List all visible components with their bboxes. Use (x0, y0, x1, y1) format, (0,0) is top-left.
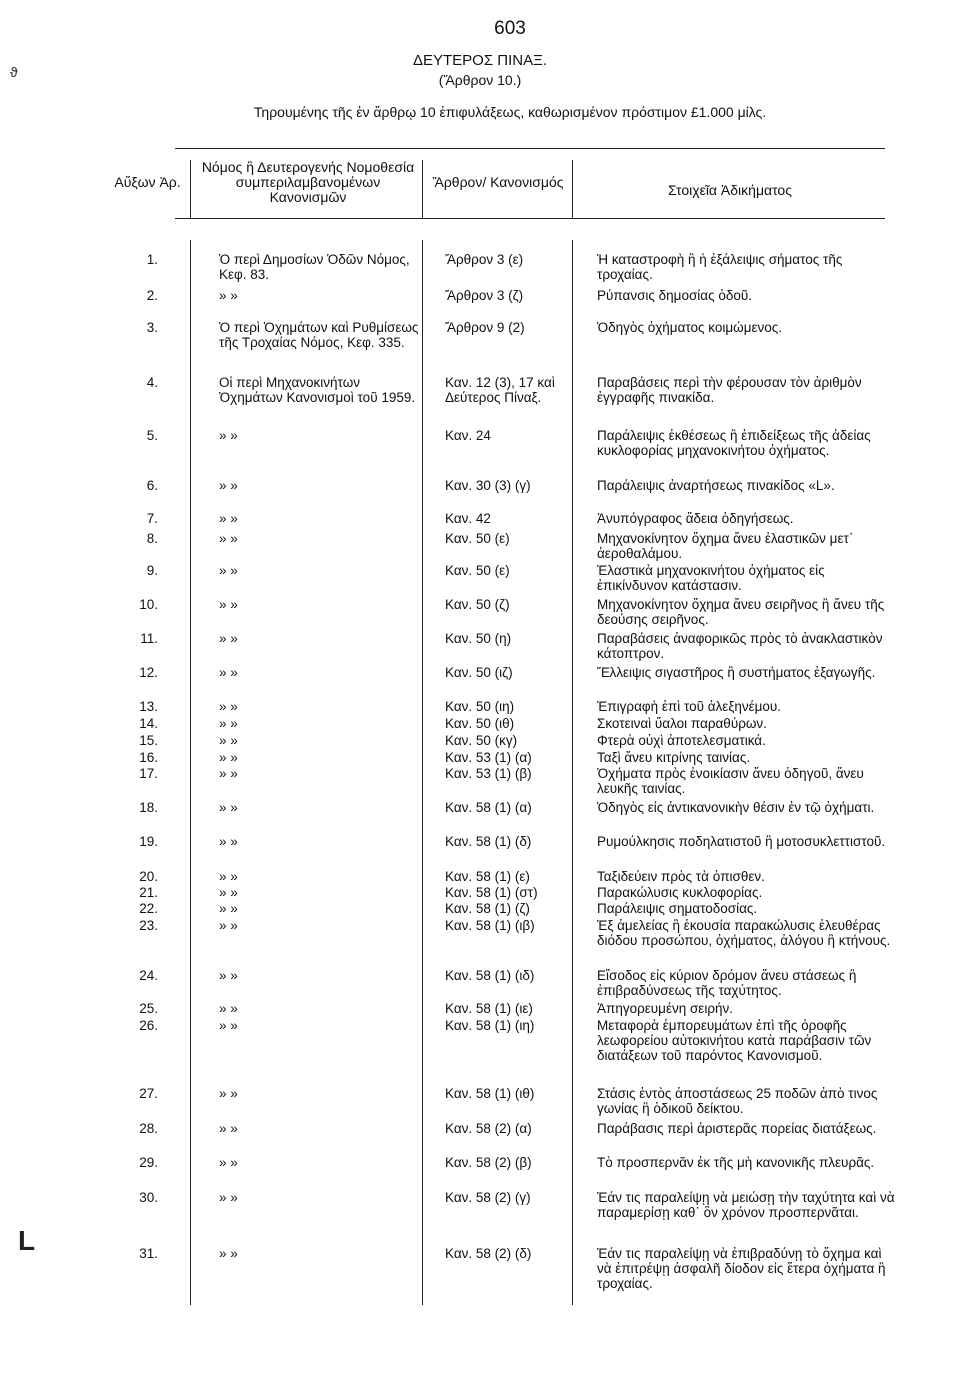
row-number: 1. (146, 252, 158, 267)
row-law: » » (219, 288, 238, 303)
row-number: 28. (139, 1121, 158, 1136)
row-number: 15. (139, 733, 158, 748)
row-article: Καν. 12 (3), 17 καὶ Δεύτερος Πίναξ. (445, 375, 555, 405)
row-number: 18. (139, 800, 158, 815)
row-article: Καν. 58 (1) (ζ) (445, 901, 530, 916)
header-bottom-rule (175, 218, 885, 219)
row-article: Καν. 58 (2) (α) (445, 1121, 532, 1136)
row-law: » » (219, 869, 238, 884)
row-law: » » (219, 968, 238, 983)
row-article: Καν. 58 (1) (ιβ) (445, 918, 535, 933)
row-law: » » (219, 834, 238, 849)
row-details: Ταξὶ ἄνευ κιτρίνης ταινίας. (597, 750, 751, 765)
row-details: Ρύπανσις δημοσίας ὁδοῦ. (597, 288, 753, 303)
row-details: Ὁδηγὸς ὀχήματος κοιμώμενος. (597, 320, 783, 335)
row-article: Καν. 30 (3) (γ) (445, 478, 531, 493)
row-number: 31. (139, 1246, 158, 1261)
header-number: Αὔξων Ἀρ. (114, 174, 181, 190)
row-number: 14. (139, 716, 158, 731)
row-details: Ὀχήματα πρὸς ἐνοικίασιν ἄνευ ὁδηγοῦ, ἄνευ λευκῆς ταινίας. (597, 766, 864, 796)
row-law: » » (219, 1155, 238, 1170)
row-details: Σκοτειναὶ ὕαλοι παραθύρων. (597, 716, 767, 731)
margin-mark: L (18, 1225, 36, 1256)
row-number: 5. (146, 428, 158, 443)
row-article: Ἄρθρον 3 (ζ) (445, 288, 524, 303)
row-law: » » (219, 716, 238, 731)
row-law: » » (219, 766, 238, 781)
row-details: Ἀπηγορευμένη σειρήν. (597, 1001, 734, 1016)
row-number: 3. (146, 320, 158, 335)
body-divider (190, 240, 191, 1305)
row-law: » » (219, 918, 238, 933)
row-law: » » (219, 733, 238, 748)
row-details: Ἡ καταστροφὴ ἢ ἡ ἐξάλειψις σήματος τῆς τροχαίας. (597, 252, 843, 282)
row-law: » » (219, 428, 238, 443)
row-article: Καν. 50 (ιθ) (445, 716, 515, 731)
row-article: Καν. 58 (1) (α) (445, 800, 532, 815)
page-number: 603 (494, 18, 526, 39)
row-law: » » (219, 478, 238, 493)
row-details: Μηχανοκίνητον ὄχημα ἄνευ ἐλαστικῶν μετ᾽ ἀεροθαλάμου. (597, 531, 854, 561)
row-number: 8. (146, 531, 158, 546)
row-details: Τὸ προσπερνᾶν ἐκ τῆς μὴ κανονικῆς πλευρᾶς. (597, 1155, 875, 1170)
row-details: Ἐπιγραφὴ ἐπὶ τοῦ ἀλεξηνέμου. (597, 699, 782, 714)
row-article: Καν. 50 (κγ) (445, 733, 518, 748)
row-article: Καν. 50 (ιζ) (445, 665, 513, 680)
table-subtitle: (Ἄρθρον 10.) (438, 72, 522, 88)
row-article: Καν. 58 (1) (ιη) (445, 1018, 535, 1033)
row-number: 2. (146, 288, 158, 303)
row-details: Παράλειψις σηματοδοσίας. (597, 901, 758, 916)
row-details: Ὁδηγὸς εἰς ἀντικανονικὴν θέσιν ἐν τῷ ὀχήματι. (597, 800, 875, 815)
row-number: 10. (139, 597, 158, 612)
row-number: 6. (146, 478, 158, 493)
row-article: Καν. 58 (1) (ιθ) (445, 1086, 535, 1101)
row-number: 29. (139, 1155, 158, 1170)
row-number: 26. (139, 1018, 158, 1033)
row-article: Καν. 58 (2) (γ) (445, 1190, 531, 1205)
table-title: ΔΕΥΤΕΡΟΣ ΠΙΝΑΞ. (412, 52, 548, 69)
row-number: 13. (139, 699, 158, 714)
row-law: Οἱ περὶ Μηχανοκινήτων Ὀχημάτων Κανονισμοὶ τοῦ 1959. (219, 375, 416, 405)
row-law: » » (219, 1246, 238, 1261)
row-article: Καν. 58 (1) (ιδ) (445, 968, 535, 983)
row-law: » » (219, 597, 238, 612)
row-article: Καν. 50 (ε) (445, 563, 510, 578)
row-article: Καν. 50 (ζ) (445, 597, 510, 612)
row-details: Ταξιδεύειν πρὸς τὰ ὀπισθεν. (597, 869, 765, 884)
header-top-rule (175, 148, 885, 149)
row-number: 30. (139, 1190, 158, 1205)
row-article: Καν. 58 (2) (β) (445, 1155, 532, 1170)
row-number: 16. (139, 750, 158, 765)
row-article: Καν. 53 (1) (β) (445, 766, 532, 781)
row-number: 25. (139, 1001, 158, 1016)
row-details: Παράλειψις ἀναρτήσεως πινακίδος «L». (597, 478, 835, 493)
table-caption: Τηρουμένης τῆς ἐν ἄρθρῳ 10 ἐπιφυλάξεως, καθωρισμένον πρόστιμον £1.000 μίλς. (253, 104, 767, 120)
row-law: » » (219, 800, 238, 815)
row-details: Μηχανοκίνητον ὄχημα ἄνευ σειρῆνος ἢ ἄνευ τῆς δεούσης σειρῆνος. (597, 597, 885, 627)
row-number: 11. (140, 631, 158, 646)
header-details: Στοιχεῖα Ἀδικήματος (668, 182, 792, 198)
row-article: Καν. 50 (ε) (445, 531, 510, 546)
row-law: » » (219, 750, 238, 765)
row-article: Καν. 58 (1) (ιε) (445, 1001, 533, 1016)
row-details: Εἴσοδος εἰς κύριον δρόμον ἄνευ στάσεως ἢ ἐπιβραδύνσεως τῆς ταχύτητος. (597, 968, 857, 998)
header-divider (422, 160, 423, 218)
row-number: 9. (146, 563, 158, 578)
row-article: Καν. 58 (1) (ε) (445, 869, 530, 884)
row-details: Παράβασις περὶ ἀριστερᾶς πορείας διατάξεως. (597, 1121, 877, 1136)
row-number: 20. (139, 869, 158, 884)
row-law: » » (219, 665, 238, 680)
row-number: 12. (139, 665, 158, 680)
row-details: Ἐάν τις παραλείψῃ νὰ ἐπιβραδύνῃ τὸ ὄχημα καὶ νὰ ἐπιτρέψῃ ἀσφαλῆ δίοδον εἰς ἕτερα ὀχήματα ἢ τροχαίας. (597, 1246, 886, 1291)
row-article: Ἄρθρον 9 (2) (445, 320, 525, 335)
row-article: Καν. 53 (1) (α) (445, 750, 532, 765)
row-details: Ἀνυπόγραφος ἄδεια ὁδηγήσεως. (597, 511, 794, 526)
row-number: 4. (146, 375, 158, 390)
row-number: 27. (139, 1086, 158, 1101)
row-law: » » (219, 1001, 238, 1016)
row-article: Καν. 50 (ιη) (445, 699, 515, 714)
row-details: Μεταφορὰ ἐμπορευμάτων ἐπὶ τῆς ὀροφῆς λεωφορείου αὐτοκινήτου κατὰ παράβασιν τῶν διατάξεων τοῦ παρόντος Κανονισμοῦ. (597, 1018, 872, 1063)
row-number: 17. (139, 766, 158, 781)
row-article: Καν. 58 (1) (στ) (445, 885, 538, 900)
row-number: 19. (139, 834, 158, 849)
row-details: Παραβάσεις περὶ τὴν φέρουσαν τὸν ἀριθμὸν ἐγγραφῆς πινακίδα. (597, 375, 862, 405)
row-law: » » (219, 1121, 238, 1136)
header-divider (572, 160, 573, 218)
row-law: » » (219, 511, 238, 526)
row-details: Παραβάσεις ἀναφορικῶς πρὸς τὸ ἀνακλαστικὸν κάτοπτρον. (597, 631, 883, 661)
header-divider (190, 160, 191, 218)
body-divider (422, 240, 423, 1305)
row-details: Ἐάν τις παραλείψῃ νὰ μειώσῃ τὴν ταχύτητα καὶ νὰ παραμερίσῃ καθ᾽ ὃν χρόνον προσπερνᾶται. (597, 1190, 895, 1220)
row-law: » » (219, 1190, 238, 1205)
row-number: 23. (139, 918, 158, 933)
row-law: Ὁ περὶ Δημοσίων Ὁδῶν Νόμος, Κεφ. 83. (219, 252, 410, 282)
margin-mark: ϑ (10, 64, 18, 80)
row-law: » » (219, 631, 238, 646)
row-details: Ἐξ ἀμελείας ἢ ἑκουσία παρακώλυσις ἐλευθέρας διόδου προσώπου, ὀχήματος, ἀλόγου ἢ κτήνους. (597, 918, 891, 948)
row-details: Φτερὰ οὐχὶ ἀποτελεσματικά. (597, 733, 766, 748)
row-details: Στάσις ἐντὸς ἀποστάσεως 25 ποδῶν ἀπὸ τινος γωνίας ἢ ὁδικοῦ δείκτου. (597, 1086, 878, 1116)
row-article: Καν. 42 (445, 511, 491, 526)
row-details: Παρακώλυσις κυκλοφορίας. (597, 885, 763, 900)
row-number: 22. (139, 901, 158, 916)
row-number: 21. (139, 885, 158, 900)
row-law: » » (219, 699, 238, 714)
row-law: » » (219, 1086, 238, 1101)
row-article: Καν. 50 (η) (445, 631, 512, 646)
row-law: » » (219, 885, 238, 900)
row-details: Ἐλαστικὰ μηχανοκινήτου ὀχήματος εἰς ἐπικίνδυνον κατάστασιν. (597, 563, 825, 593)
row-number: 7. (146, 511, 158, 526)
row-article: Καν. 58 (1) (δ) (445, 834, 532, 849)
row-law: » » (219, 563, 238, 578)
row-article: Καν. 58 (2) (δ) (445, 1246, 532, 1261)
header-law: Νόμος ἢ Δευτερογενής Νομοθεσία συμπεριλαμβανομένων Κανονισμῶν (201, 159, 415, 205)
row-number: 24. (139, 968, 158, 983)
row-article: Ἄρθρον 3 (ε) (445, 252, 524, 267)
row-article: Καν. 24 (445, 428, 491, 443)
row-law: » » (219, 531, 238, 546)
row-details: Παράλειψις ἐκθέσεως ἢ ἐπιδείξεως τῆς ἀδείας κυκλοφορίας μηχανοκινήτου ὀχήματος. (597, 428, 871, 458)
row-law: » » (219, 1018, 238, 1033)
header-article: Ἄρθρον/ Κανονισμός (432, 174, 564, 190)
row-details: Ἔλλειψις σιγαστῆρος ἢ συστήματος ἐξαγωγῆς. (597, 665, 876, 680)
row-details: Ρυμούλκησις ποδηλατιστοῦ ἢ μοτοσυκλεττιστοῦ. (597, 834, 886, 849)
row-law: Ὁ περὶ Ὀχημάτων καὶ Ρυθμίσεως τῆς Τροχαίας Νόμος, Κεφ. 335. (219, 320, 419, 350)
row-law: » » (219, 901, 238, 916)
